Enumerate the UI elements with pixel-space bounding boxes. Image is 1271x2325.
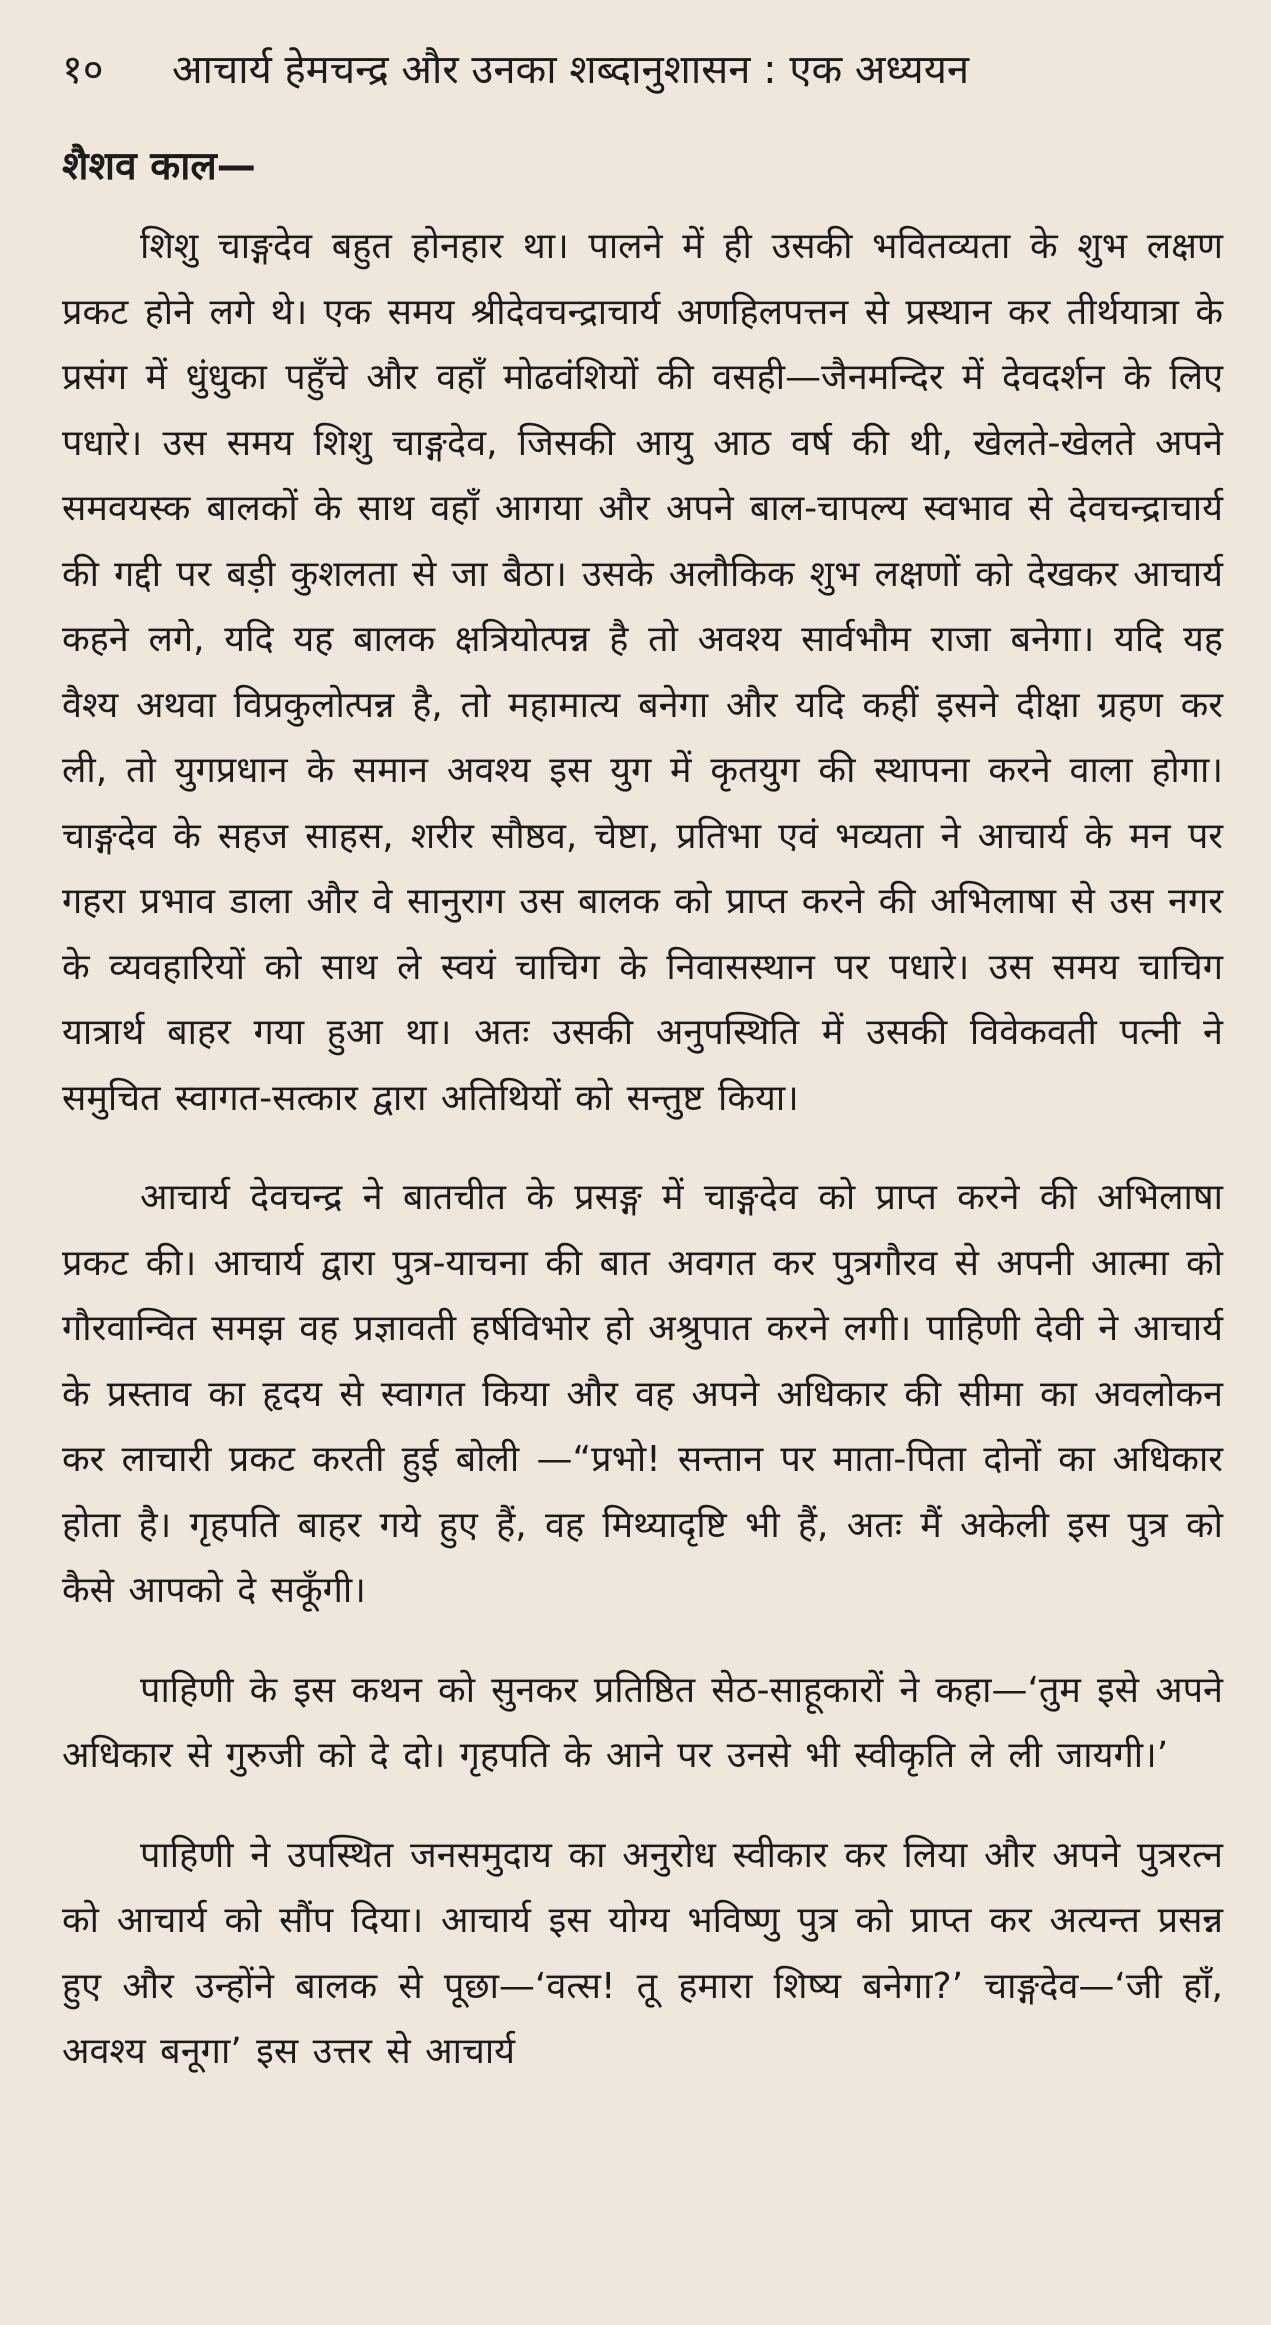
- paragraph-2: आचार्य देवचन्द्र ने बातचीत के प्रसङ्ग में चाङ्गदेव को प्राप्त करने की अभिलाषा प्रकट की। आचार्य द्वारा पुत्र-याचना की बात अवगत कर पुत्रगौरव से अपनी आत्मा को गौरवान्वित समझ वह प्रज्ञावती हर्षविभोर हो अश्रुपात करने लगी। पाहिणी देवी ने आचार्य के प्रस्ताव का हृदय से स्वागत किया और वह अपने अधिकार की सीमा का अवलोकन कर लाचारी प्रकट करती हुई बोली —“प्रभो! सन्तान पर माता-पिता दोनों का अधिकार होता है। गृहपति बाहर गये हुए हैं, वह मिथ्यादृष्टि भी हैं, अतः मैं अकेली इस पुत्र को कैसे आपको दे सकूँगी।: [62, 1177, 1223, 1611]
- body-text: [62, 214, 1223, 2085]
- page-number: १०: [62, 47, 104, 93]
- paragraph-3: पाहिणी के इस कथन को सुनकर प्रतिष्ठित सेठ-साहूकारों ने कहा—‘तुम इसे अपने अधिकार से गुरुजी को दे दो। गृहपति के आने पर उनसे भी स्वीकृति ले ली जायगी।’: [62, 1669, 1223, 1776]
- page-header: [62, 40, 1223, 112]
- paragraph-4: पाहिणी ने उपस्थित जनसमुदाय का अनुरोध स्वीकार कर लिया और अपने पुत्ररत्न को आचार्य को सौंप दिया। आचार्य इस योग्य भविष्णु पुत्र को प्राप्त कर अत्यन्त प्रसन्न हुए और उन्होंने बालक से पूछा—‘वत्स! तू हमारा शिष्य बनेगा?’ चाङ्गदेव—‘जी हाँ, अवश्य बनूगा’ इस उत्तर से आचार्य: [62, 1834, 1223, 2072]
- section-heading: शैशव काल—: [62, 144, 256, 189]
- running-title: आचार्य हेमचन्द्र और उनका शब्दानुशासन : एक अध्ययन: [172, 47, 970, 93]
- paragraph-1: शिशु चाङ्गदेव बहुत होनहार था। पालने में ही उसकी भवितव्यता के शुभ लक्षण प्रकट होने लगे थे। एक समय श्रीदेवचन्द्राचार्य अणहिलपत्तन से प्रस्थान कर तीर्थयात्रा के प्रसंग में धुंधुका पहुँचे और वहाँ मोढवंशियों की वसही—जैनमन्दिर में देवदर्शन के लिए पधारे। उस समय शिशु चाङ्गदेव, जिसकी आयु आठ वर्ष की थी, खेलते-खेलते अपने समवयस्क बालकों के साथ वहाँ आगया और अपने बाल-चापल्य स्वभाव से देवचन्द्राचार्य की गद्दी पर बड़ी कुशलता से जा बैठा। उसके अलौकिक शुभ लक्षणों को देखकर आचार्य कहने लगे, यदि यह बालक क्षत्रियोत्पन्न है तो अवश्य सार्वभौम राजा बनेगा। यदि यह वैश्य अथवा विप्रकुलोत्पन्न है, तो महामात्य बनेगा और यदि कहीं इसने दीक्षा ग्रहण कर ली, तो युगप्रधान के समान अवश्य इस युग में कृतयुग की स्थापना करने वाला होगा। चाङ्गदेव के सहज साहस, शरीर सौष्ठव, चेष्टा, प्रतिभा एवं भव्यता ने आचार्य के मन पर गहरा प्रभाव डाला और वे सानुराग उस बालक को प्राप्त करने की अभिलाषा से उस नगर के व्यवहारियों को साथ ले स्वयं चाचिग के निवासस्थान पर पधारे। उस समय चाचिग यात्रार्थ बाहर गया हुआ था। अतः उसकी अनुपस्थिति में उसकी विवेकवती पत्नी ने समुचित स्वागत-सत्कार द्वारा अतिथियों को सन्तुष्ट किया।: [62, 226, 1223, 1119]
